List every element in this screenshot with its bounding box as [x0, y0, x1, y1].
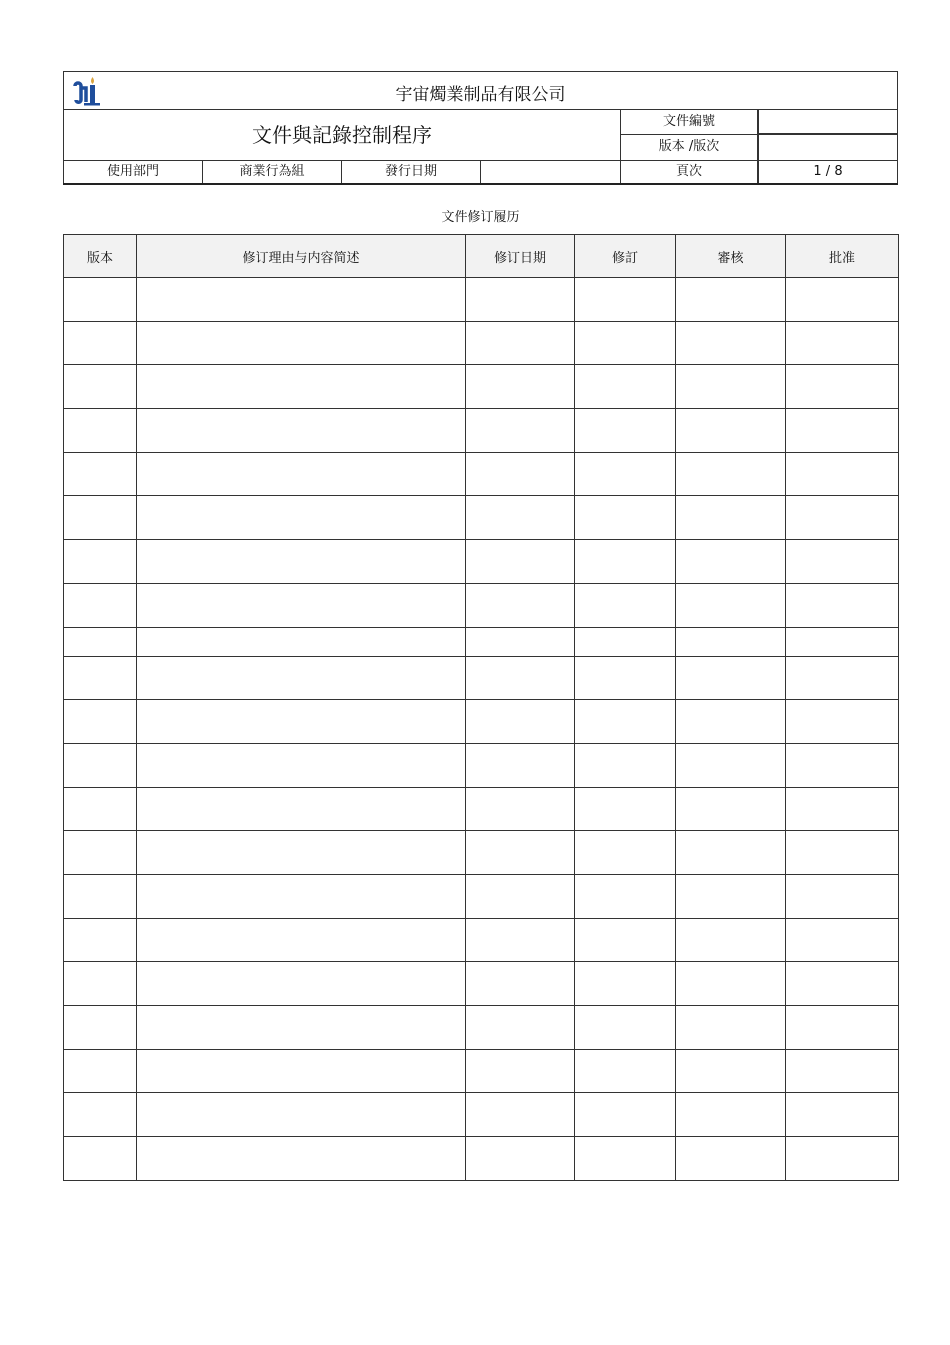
version-cell: [64, 962, 137, 1006]
table-row: [64, 496, 899, 540]
table-row: [64, 874, 899, 918]
approved-cell: [786, 700, 899, 744]
revised-cell: [575, 409, 676, 453]
reviewed-cell: [676, 496, 786, 540]
revised-cell: [575, 278, 676, 322]
table-row: [64, 1049, 899, 1093]
table-row: [64, 787, 899, 831]
revised-cell: [575, 540, 676, 584]
approved-cell: [786, 656, 899, 700]
reviewed-cell: [676, 278, 786, 322]
reason-cell: [137, 1049, 466, 1093]
reason-cell: [137, 583, 466, 627]
approved-cell: [786, 787, 899, 831]
table-row: [64, 831, 899, 875]
approved-cell: [786, 1137, 899, 1181]
revised-cell: [575, 321, 676, 365]
reason-cell: [137, 496, 466, 540]
document-title: 文件與記錄控制程序: [64, 110, 621, 160]
reviewed-cell: [676, 409, 786, 453]
table-row: [64, 540, 899, 584]
approved-cell: [786, 452, 899, 496]
revised-cell: [575, 583, 676, 627]
version-cell: [64, 278, 137, 322]
reviewed-cell: [676, 787, 786, 831]
version-cell: [64, 496, 137, 540]
reviewed-cell: [676, 831, 786, 875]
table-row: [64, 583, 899, 627]
version-cell: [64, 627, 137, 656]
reason-cell: [137, 1137, 466, 1181]
date-cell: [466, 1137, 575, 1181]
revised-cell: [575, 365, 676, 409]
revision-history-title: 文件修订履历: [441, 210, 520, 225]
column-header-reason: 修订理由与内容简述: [137, 235, 466, 278]
date-cell: [466, 409, 575, 453]
reason-cell: [137, 409, 466, 453]
revised-cell: [575, 874, 676, 918]
reviewed-cell: [676, 874, 786, 918]
reason-cell: [137, 627, 466, 656]
header-bottom-rule: [63, 183, 898, 185]
date-cell: [466, 656, 575, 700]
approved-cell: [786, 962, 899, 1006]
revised-cell: [575, 918, 676, 962]
reviewed-cell: [676, 452, 786, 496]
version-cell: [64, 452, 137, 496]
revised-cell: [575, 700, 676, 744]
table-row: [64, 321, 899, 365]
company-name: 宇宙燭業制品有限公司: [395, 85, 566, 105]
table-row: [64, 278, 899, 322]
version-cell: [64, 831, 137, 875]
reviewed-cell: [676, 1137, 786, 1181]
version-cell: [64, 1093, 137, 1137]
date-cell: [466, 278, 575, 322]
version-cell: [64, 583, 137, 627]
table-row: [64, 452, 899, 496]
date-cell: [466, 874, 575, 918]
revised-cell: [575, 831, 676, 875]
date-cell: [466, 321, 575, 365]
approved-cell: [786, 365, 899, 409]
approved-cell: [786, 918, 899, 962]
date-cell: [466, 918, 575, 962]
revision-rows: [64, 278, 899, 1181]
version-cell: [64, 787, 137, 831]
approved-cell: [786, 627, 899, 656]
reviewed-cell: [676, 583, 786, 627]
revised-cell: [575, 1093, 676, 1137]
approved-cell: [786, 1006, 899, 1050]
date-cell: [466, 365, 575, 409]
version-cell: [64, 874, 137, 918]
page-label: 頁次: [621, 161, 759, 184]
dept-value: 商業行為組: [203, 161, 342, 184]
version-cell: [64, 1006, 137, 1050]
version-label: 版本 /版次: [621, 135, 759, 160]
revised-cell: [575, 743, 676, 787]
approved-cell: [786, 831, 899, 875]
column-header-date: 修订日期: [466, 235, 575, 278]
approved-cell: [786, 278, 899, 322]
date-cell: [466, 452, 575, 496]
approved-cell: [786, 496, 899, 540]
table-row: [64, 627, 899, 656]
table-row: [64, 365, 899, 409]
version-cell: [64, 700, 137, 744]
company-row: [64, 72, 897, 110]
revised-cell: [575, 1006, 676, 1050]
date-cell: [466, 1006, 575, 1050]
issue-date-label: 發行日期: [342, 161, 481, 184]
reason-cell: [137, 874, 466, 918]
reason-cell: [137, 918, 466, 962]
version-cell: [64, 409, 137, 453]
approved-cell: [786, 321, 899, 365]
date-cell: [466, 627, 575, 656]
revision-history-table: [63, 234, 899, 1181]
revised-cell: [575, 452, 676, 496]
revised-cell: [575, 962, 676, 1006]
date-cell: [466, 1093, 575, 1137]
reviewed-cell: [676, 1049, 786, 1093]
version-value: [759, 135, 897, 160]
reviewed-cell: [676, 1093, 786, 1137]
table-row: [64, 700, 899, 744]
approved-cell: [786, 540, 899, 584]
date-cell: [466, 962, 575, 1006]
reason-cell: [137, 540, 466, 584]
column-header-reviewed: 審核: [676, 235, 786, 278]
date-cell: [466, 831, 575, 875]
version-cell: [64, 743, 137, 787]
revised-cell: [575, 656, 676, 700]
issue-date-value: [481, 161, 621, 184]
approved-cell: [786, 874, 899, 918]
reason-cell: [137, 278, 466, 322]
table-row: [64, 1093, 899, 1137]
version-cell: [64, 365, 137, 409]
reason-cell: [137, 321, 466, 365]
reviewed-cell: [676, 918, 786, 962]
reason-cell: [137, 962, 466, 1006]
date-cell: [466, 583, 575, 627]
reason-cell: [137, 452, 466, 496]
approved-cell: [786, 409, 899, 453]
reason-cell: [137, 700, 466, 744]
reviewed-cell: [676, 743, 786, 787]
table-row: [64, 962, 899, 1006]
document-header: [63, 71, 898, 185]
date-cell: [466, 1049, 575, 1093]
approved-cell: [786, 583, 899, 627]
version-cell: [64, 656, 137, 700]
column-header-revised: 修訂: [575, 235, 676, 278]
approved-cell: [786, 1049, 899, 1093]
revised-cell: [575, 496, 676, 540]
date-cell: [466, 700, 575, 744]
reviewed-cell: [676, 962, 786, 1006]
revised-cell: [575, 1049, 676, 1093]
reason-cell: [137, 656, 466, 700]
reviewed-cell: [676, 1006, 786, 1050]
reason-cell: [137, 787, 466, 831]
table-row: [64, 1137, 899, 1181]
meta-row: [64, 160, 897, 184]
reason-cell: [137, 831, 466, 875]
table-row: [64, 1006, 899, 1050]
reviewed-cell: [676, 365, 786, 409]
reviewed-cell: [676, 627, 786, 656]
page-number: 1 / 8: [813, 164, 843, 179]
dept-label: 使用部門: [64, 161, 203, 184]
reason-cell: [137, 1006, 466, 1050]
table-row: [64, 918, 899, 962]
reviewed-cell: [676, 540, 786, 584]
approved-cell: [786, 1093, 899, 1137]
doc-number-value: [759, 110, 897, 135]
column-header-version: 版本: [64, 235, 137, 278]
version-cell: [64, 918, 137, 962]
revised-cell: [575, 787, 676, 831]
table-row: [64, 656, 899, 700]
version-cell: [64, 1137, 137, 1181]
table-row: [64, 743, 899, 787]
reason-cell: [137, 743, 466, 787]
approved-cell: [786, 743, 899, 787]
version-cell: [64, 1049, 137, 1093]
doc-number-label: 文件編號: [621, 110, 759, 135]
table-row: [64, 409, 899, 453]
date-cell: [466, 496, 575, 540]
reason-cell: [137, 365, 466, 409]
reason-cell: [137, 1093, 466, 1137]
table-header-row: [64, 235, 899, 278]
reviewed-cell: [676, 700, 786, 744]
revised-cell: [575, 627, 676, 656]
version-cell: [64, 321, 137, 365]
date-cell: [466, 743, 575, 787]
date-cell: [466, 787, 575, 831]
column-header-approved: 批准: [786, 235, 899, 278]
version-cell: [64, 540, 137, 584]
date-cell: [466, 540, 575, 584]
revised-cell: [575, 1137, 676, 1181]
reviewed-cell: [676, 656, 786, 700]
reviewed-cell: [676, 321, 786, 365]
